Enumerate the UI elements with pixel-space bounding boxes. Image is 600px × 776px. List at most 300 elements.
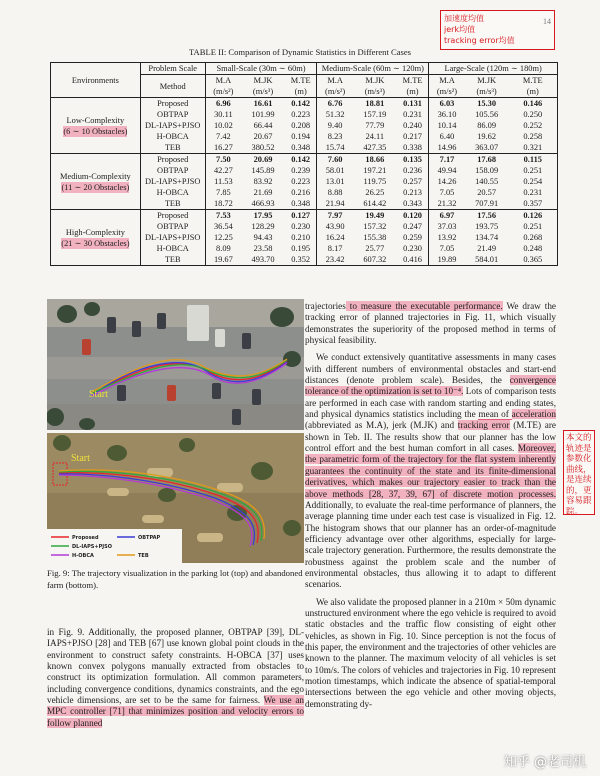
value-text: 0.247	[403, 222, 422, 231]
value-cell	[241, 98, 285, 110]
value-text: 0.216	[291, 188, 311, 197]
value-cell	[317, 243, 353, 254]
header-metric: M.A	[205, 75, 241, 87]
value-text: 6.03	[439, 99, 455, 108]
environment-cell	[51, 210, 141, 266]
header-method: Method	[140, 75, 205, 98]
value-text: 11.53	[214, 177, 233, 186]
value-text: 20.69	[253, 155, 273, 164]
value-cell	[241, 154, 285, 166]
value-text: 0.146	[523, 99, 543, 108]
value-text: 83.92	[253, 177, 273, 186]
table-caption: TABLE II: Comparison of Dynamic Statistics in Different Cases	[188, 47, 412, 57]
value-cell	[285, 254, 317, 266]
value-text: 94.43	[253, 233, 273, 242]
value-cell	[205, 142, 241, 154]
value-cell	[205, 210, 241, 222]
highlighted-text: convergence tolerance of the optimization is set to 10⁻⁴.	[305, 375, 556, 397]
header-problem-scale: Problem Scale	[140, 63, 205, 75]
value-cell	[465, 210, 509, 222]
annotation-note-top	[440, 10, 555, 50]
value-cell	[205, 198, 241, 210]
value-text: 43.90	[325, 222, 345, 231]
value-cell	[241, 187, 285, 198]
value-text: 21.69	[253, 188, 273, 197]
value-text: 0.240	[403, 121, 422, 130]
value-text: 155.38	[363, 233, 387, 242]
value-cell	[429, 98, 465, 110]
value-text: 0.348	[291, 199, 311, 208]
value-cell	[285, 198, 317, 210]
header-metric: M.JK	[465, 75, 509, 87]
value-text: 7.97	[327, 211, 343, 220]
value-cell	[397, 198, 429, 210]
value-cell	[465, 243, 509, 254]
value-cell	[509, 109, 558, 120]
value-cell	[429, 254, 465, 266]
value-text: 158.09	[475, 166, 499, 175]
value-text: 0.268	[523, 233, 543, 242]
value-cell	[397, 221, 429, 232]
value-cell	[465, 131, 509, 142]
value-cell	[465, 142, 509, 154]
value-cell	[509, 243, 558, 254]
value-text: 0.259	[403, 233, 422, 242]
value-cell	[429, 232, 465, 243]
value-cell	[465, 221, 509, 232]
value-cell	[285, 243, 317, 254]
left-column-text	[47, 627, 304, 729]
value-cell	[465, 120, 509, 131]
value-text: 7.05	[439, 188, 455, 197]
value-text: 0.258	[523, 132, 543, 141]
value-text: 18.66	[365, 155, 385, 164]
value-cell	[241, 109, 285, 120]
value-text: 0.195	[291, 244, 311, 253]
method-cell: Proposed	[140, 210, 205, 222]
value-cell	[317, 232, 353, 243]
value-cell	[465, 254, 509, 266]
legend-label: TEB	[138, 553, 149, 559]
value-cell	[429, 109, 465, 120]
value-text: 23.42	[325, 255, 345, 264]
value-text: 427.35	[363, 143, 387, 152]
value-cell	[205, 187, 241, 198]
value-cell	[465, 187, 509, 198]
header-scale-large: Large-Scale (120m ∼ 180m)	[429, 63, 558, 75]
value-cell	[397, 254, 429, 266]
value-text: 8.23	[327, 132, 343, 141]
value-cell	[285, 187, 317, 198]
value-text: 20.67	[253, 132, 273, 141]
value-text: 23.58	[253, 244, 273, 253]
value-text: 0.352	[291, 255, 311, 264]
value-cell	[353, 154, 397, 166]
value-cell	[429, 221, 465, 232]
underlined-text: mean of	[478, 409, 512, 420]
watermark: 知乎 @老司机	[503, 755, 586, 770]
value-cell	[509, 232, 558, 243]
annotation-note-side: 本文的轨迹是参数化曲线，是连续的，更容易跟踪。	[563, 430, 595, 515]
value-text: 0.194	[291, 132, 311, 141]
text-span: Additionally, to evaluate the real-time performance of planners, the average planning time under each test case is visualized in Fig. 12. The histogram shows that our planner has an order-of-magnitude efficiency advantage over other algorithms, especially for large-scale trajectory generation. Furthermore, the results demonstrate the robustness against the problem scale and the number of environmental obstacles, thus allowing it to adapt to different scenarios.	[305, 499, 556, 590]
header-scale-small: Small-Scale (30m ∼ 60m)	[205, 63, 317, 75]
value-text: 0.231	[523, 188, 543, 197]
value-cell	[429, 131, 465, 142]
value-text: 0.257	[403, 177, 422, 186]
value-cell	[285, 165, 317, 176]
value-text: 51.32	[325, 110, 345, 119]
value-text: 19.67	[213, 255, 233, 264]
right-column-text	[305, 301, 556, 710]
value-text: 0.127	[291, 211, 311, 220]
method-cell: Proposed	[140, 154, 205, 166]
header-unit: (m/s²)	[436, 87, 458, 96]
value-text: 8.17	[327, 244, 343, 253]
header-metric: M.JK	[241, 75, 285, 87]
value-text: 37.03	[437, 222, 457, 231]
header-unit: (m/s³)	[364, 87, 385, 96]
value-text: 157.19	[363, 110, 387, 119]
value-text: 17.56	[477, 211, 497, 220]
value-cell	[429, 176, 465, 187]
value-text: 140.55	[475, 177, 499, 186]
legend-label: Proposed	[72, 535, 99, 541]
value-cell	[397, 243, 429, 254]
value-cell	[429, 165, 465, 176]
value-cell	[285, 142, 317, 154]
value-text: 21.49	[477, 244, 497, 253]
value-text: 15.30	[477, 99, 497, 108]
value-text: 0.321	[523, 143, 543, 152]
header-scale-medium: Medium-Scale (60m ∼ 120m)	[317, 63, 429, 75]
value-text: 16.27	[213, 143, 233, 152]
value-text: 36.54	[213, 222, 233, 231]
value-cell	[429, 243, 465, 254]
value-text: 19.62	[477, 132, 497, 141]
value-text: 157.32	[363, 222, 387, 231]
value-cell	[241, 165, 285, 176]
method-cell: DL-IAPS+PJSO	[140, 120, 205, 131]
value-text: 15.74	[325, 143, 345, 152]
table-row	[51, 154, 558, 166]
value-text: 19.49	[365, 211, 385, 220]
value-text: 128.29	[251, 222, 275, 231]
value-text: 0.230	[291, 222, 311, 231]
value-cell	[465, 176, 509, 187]
value-text: 17.68	[477, 155, 497, 164]
method-cell: OBTPAP	[140, 221, 205, 232]
environment-label: High-Complexity	[65, 227, 125, 237]
value-text: 0.416	[403, 255, 422, 264]
value-text: 66.44	[253, 121, 273, 130]
value-cell	[205, 254, 241, 266]
value-text: 0.115	[523, 155, 542, 164]
highlighted-text: to measure the executable performance.	[345, 301, 503, 311]
method-cell: OBTPAP	[140, 109, 205, 120]
value-text: 58.01	[325, 166, 345, 175]
legend-label: OBTPAP	[138, 535, 161, 541]
text-span: in Fig. 9. Additionally, the proposed planner, OBTPAP [39], DL-IAPS+PJSO [28] and TEB [67] use known global point clouds in the environment to construct safety constraints. H-OBCA [37] uses known convex polygons manually extracted from obstacles to construct its optimization formulation. All common parameters, including convergence conditions, dynamics constraints, and the ego vehicle dimensions, are set to be the same for fairness.	[47, 627, 304, 706]
value-text: 25.77	[365, 244, 385, 253]
value-text: 101.99	[251, 110, 275, 119]
value-text: 0.126	[523, 211, 543, 220]
method-cell: TEB	[140, 254, 205, 266]
legend-label: H-OBCA	[72, 553, 94, 559]
header-metric: M.A	[429, 75, 465, 87]
value-cell	[205, 221, 241, 232]
value-text: 86.09	[477, 121, 497, 130]
value-cell	[353, 254, 397, 266]
value-cell	[285, 109, 317, 120]
value-cell	[509, 176, 558, 187]
value-cell	[353, 142, 397, 154]
value-cell	[429, 142, 465, 154]
value-cell	[353, 120, 397, 131]
value-cell	[285, 210, 317, 222]
value-cell	[509, 120, 558, 131]
header-metric: M.JK	[353, 75, 397, 87]
value-cell	[317, 98, 353, 110]
text-span: Lots of comparison tests are performed in each case with random starting and ending states, and physical dynamics statistics including the	[305, 386, 557, 420]
value-text: 21.94	[325, 199, 345, 208]
environment-label: Low-Complexity	[66, 115, 125, 125]
value-cell	[465, 109, 509, 120]
value-cell	[465, 232, 509, 243]
value-cell	[429, 120, 465, 131]
value-cell	[241, 221, 285, 232]
value-cell	[353, 187, 397, 198]
value-cell	[205, 98, 241, 110]
value-cell	[317, 187, 353, 198]
value-cell	[397, 142, 429, 154]
value-text: 0.252	[523, 121, 543, 130]
value-text: 14.26	[437, 177, 457, 186]
value-cell	[397, 165, 429, 176]
value-text: 0.231	[403, 110, 422, 119]
method-cell: H-OBCA	[140, 131, 205, 142]
value-text: 77.79	[365, 121, 385, 130]
value-cell	[353, 131, 397, 142]
value-text: 7.60	[327, 155, 343, 164]
value-cell	[285, 176, 317, 187]
value-cell	[353, 210, 397, 222]
value-cell	[205, 109, 241, 120]
value-text: 0.248	[523, 244, 543, 253]
value-text: 26.25	[365, 188, 385, 197]
value-text: 7.05	[439, 244, 455, 253]
paragraph	[305, 352, 556, 590]
value-cell	[241, 243, 285, 254]
value-cell	[397, 109, 429, 120]
value-cell	[205, 120, 241, 131]
value-text: 7.50	[216, 155, 231, 164]
value-cell	[241, 142, 285, 154]
note-line: jerk均值	[444, 25, 476, 34]
value-text: 197.21	[363, 166, 387, 175]
method-cell: DL-IAPS+PJSO	[140, 176, 205, 187]
value-cell	[285, 98, 317, 110]
value-cell	[509, 131, 558, 142]
value-cell	[317, 176, 353, 187]
value-cell	[205, 243, 241, 254]
environment-cell	[51, 154, 141, 210]
value-text: 119.75	[363, 177, 387, 186]
value-text: 0.210	[291, 233, 311, 242]
value-text: 0.223	[291, 110, 311, 119]
value-text: 0.142	[291, 155, 311, 164]
environment-obstacles: (21 ∼ 30 Obstacles)	[61, 238, 130, 248]
value-cell	[509, 165, 558, 176]
value-text: 12.25	[213, 233, 233, 242]
value-text: 0.348	[291, 143, 311, 152]
text-span: We conduct extensively quantitative assessments in many cases with different numbers of environmental obstacles and start-end distances (denote problem scale). Besides, the	[305, 352, 556, 386]
value-cell	[241, 254, 285, 266]
figure-legend	[47, 529, 182, 563]
table-row	[51, 98, 558, 110]
value-cell	[397, 120, 429, 131]
value-text: 42.27	[213, 166, 233, 175]
value-cell	[241, 176, 285, 187]
value-cell	[317, 142, 353, 154]
value-cell	[509, 254, 558, 266]
highlighted-text: We use an MPC controller [71] that minimizes position and velocity errors to follow planned	[47, 695, 304, 728]
value-text: 0.343	[403, 199, 422, 208]
value-text: 6.76	[327, 99, 343, 108]
header-unit: (m/s³)	[476, 87, 497, 96]
method-cell: TEB	[140, 198, 205, 210]
legend-label: DL-IAPS+PJSO	[72, 544, 112, 550]
text-span: We draw the tracking error of planned trajectories in Fig. 11, which visually demonstrates the superiority of the proposed method in terms of physical feasibility.	[305, 301, 556, 346]
header-metric: M.TE	[285, 75, 317, 87]
value-cell	[465, 198, 509, 210]
method-cell: OBTPAP	[140, 165, 205, 176]
value-cell	[397, 98, 429, 110]
value-text: 584.01	[475, 255, 499, 264]
value-cell	[353, 198, 397, 210]
header-unit: (m)	[285, 86, 317, 98]
figure-caption: Fig. 9: The trajectory visualization in the parking lot (top) and abandoned farm (bottom).	[47, 568, 303, 590]
value-cell	[285, 232, 317, 243]
header-unit: (m/s²)	[325, 87, 346, 96]
environment-obstacles: (11 ∼ 20 Obstacles)	[61, 182, 130, 192]
value-cell	[397, 232, 429, 243]
value-text: 7.17	[439, 155, 455, 164]
highlighted-text: Moreover, the parametric form of the trajectory for the flat system inherently guarantees the continuity of the state and its finite-dimensional derivatives, which makes our trajectory easier to track than the above methods [28, 37, 39, 67] of discrete motion processes.	[305, 443, 556, 499]
value-text: 21.32	[437, 199, 457, 208]
value-text: 18.72	[213, 199, 233, 208]
method-cell: H-OBCA	[140, 187, 205, 198]
value-cell	[397, 154, 429, 166]
value-text: 105.56	[475, 110, 499, 119]
value-text: 14.96	[437, 143, 457, 152]
value-cell	[317, 221, 353, 232]
value-text: 363.07	[475, 143, 499, 152]
text-span: (M.TE) are shown in Teb. II. The results show that our planner has the low control effort and the best human comfort in all cases.	[305, 420, 557, 454]
paragraph: We also validate the proposed planner in a 210m × 50m dynamic unstructured environment where the ego vehicle is required to avoid static obstacles and the traffic flow consisting of eight other vehicles, as shown in Fig. 10. Since perception is not the focus of this paper, the environment and the trajectories of other vehicles are known to the planner. The maximum velocity of all vehicles is set to 10m/s. The colors of vehicles and trajectories in Fig. 10 represent motion timestamps, which indicate the absence of spatial-temporal intersections between the ego vehicle and other moving objects, demonstrating dy-	[305, 596, 556, 709]
value-cell	[353, 98, 397, 110]
value-cell	[509, 187, 558, 198]
value-text: 380.52	[251, 143, 275, 152]
text-span: trajectories	[305, 301, 346, 311]
start-label-bottom: Start	[71, 453, 90, 464]
note-line: 加速度均值	[444, 14, 484, 23]
value-cell	[509, 210, 558, 222]
value-text: 13.01	[325, 177, 345, 186]
value-text: 36.10	[437, 110, 457, 119]
value-text: 8.09	[216, 244, 231, 253]
value-cell	[285, 131, 317, 142]
value-text: 0.213	[403, 188, 422, 197]
value-cell	[509, 198, 558, 210]
value-cell	[317, 109, 353, 120]
value-cell	[429, 187, 465, 198]
value-cell	[509, 154, 558, 166]
value-text: 0.357	[523, 199, 543, 208]
value-text: 10.02	[213, 121, 233, 130]
start-label: Start	[89, 389, 108, 400]
highlighted-text: tracking error	[457, 420, 510, 431]
value-text: 49.94	[437, 166, 457, 175]
environment-label: Medium-Complexity	[60, 171, 131, 181]
value-cell	[205, 131, 241, 142]
header-unit: (m)	[509, 86, 558, 98]
value-text: 0.120	[403, 211, 422, 220]
header-unit: (m)	[397, 86, 429, 98]
environment-cell	[51, 98, 141, 154]
value-cell	[285, 154, 317, 166]
value-text: 7.53	[216, 211, 231, 220]
value-cell	[285, 120, 317, 131]
value-cell	[241, 232, 285, 243]
value-cell	[205, 154, 241, 166]
value-cell	[353, 165, 397, 176]
value-cell	[205, 165, 241, 176]
value-text: 614.42	[363, 199, 387, 208]
value-text: 19.89	[437, 255, 457, 264]
value-cell	[317, 210, 353, 222]
value-text: 18.81	[365, 99, 385, 108]
value-cell	[353, 221, 397, 232]
value-cell	[353, 243, 397, 254]
value-cell	[397, 210, 429, 222]
value-text: 0.142	[291, 99, 311, 108]
value-cell	[429, 154, 465, 166]
value-text: 0.239	[291, 166, 311, 175]
value-cell	[241, 131, 285, 142]
value-cell	[317, 165, 353, 176]
value-text: 0.223	[291, 177, 311, 186]
value-text: 0.131	[403, 99, 422, 108]
value-cell	[317, 198, 353, 210]
value-text: 0.251	[523, 166, 543, 175]
value-text: 493.70	[251, 255, 275, 264]
method-cell: DL-IAPS+PJSO	[140, 232, 205, 243]
value-cell	[205, 232, 241, 243]
value-text: 13.92	[437, 233, 457, 242]
environment-obstacles: (6 ∼ 10 Obstacles)	[63, 126, 128, 136]
method-cell: Proposed	[140, 98, 205, 110]
value-text: 17.95	[253, 211, 273, 220]
value-cell	[465, 165, 509, 176]
value-text: 134.74	[475, 233, 499, 242]
value-cell	[509, 98, 558, 110]
value-cell	[353, 109, 397, 120]
value-text: 607.32	[363, 255, 387, 264]
value-text: 145.89	[251, 166, 275, 175]
value-text: 16.24	[325, 233, 345, 242]
value-cell	[509, 142, 558, 154]
